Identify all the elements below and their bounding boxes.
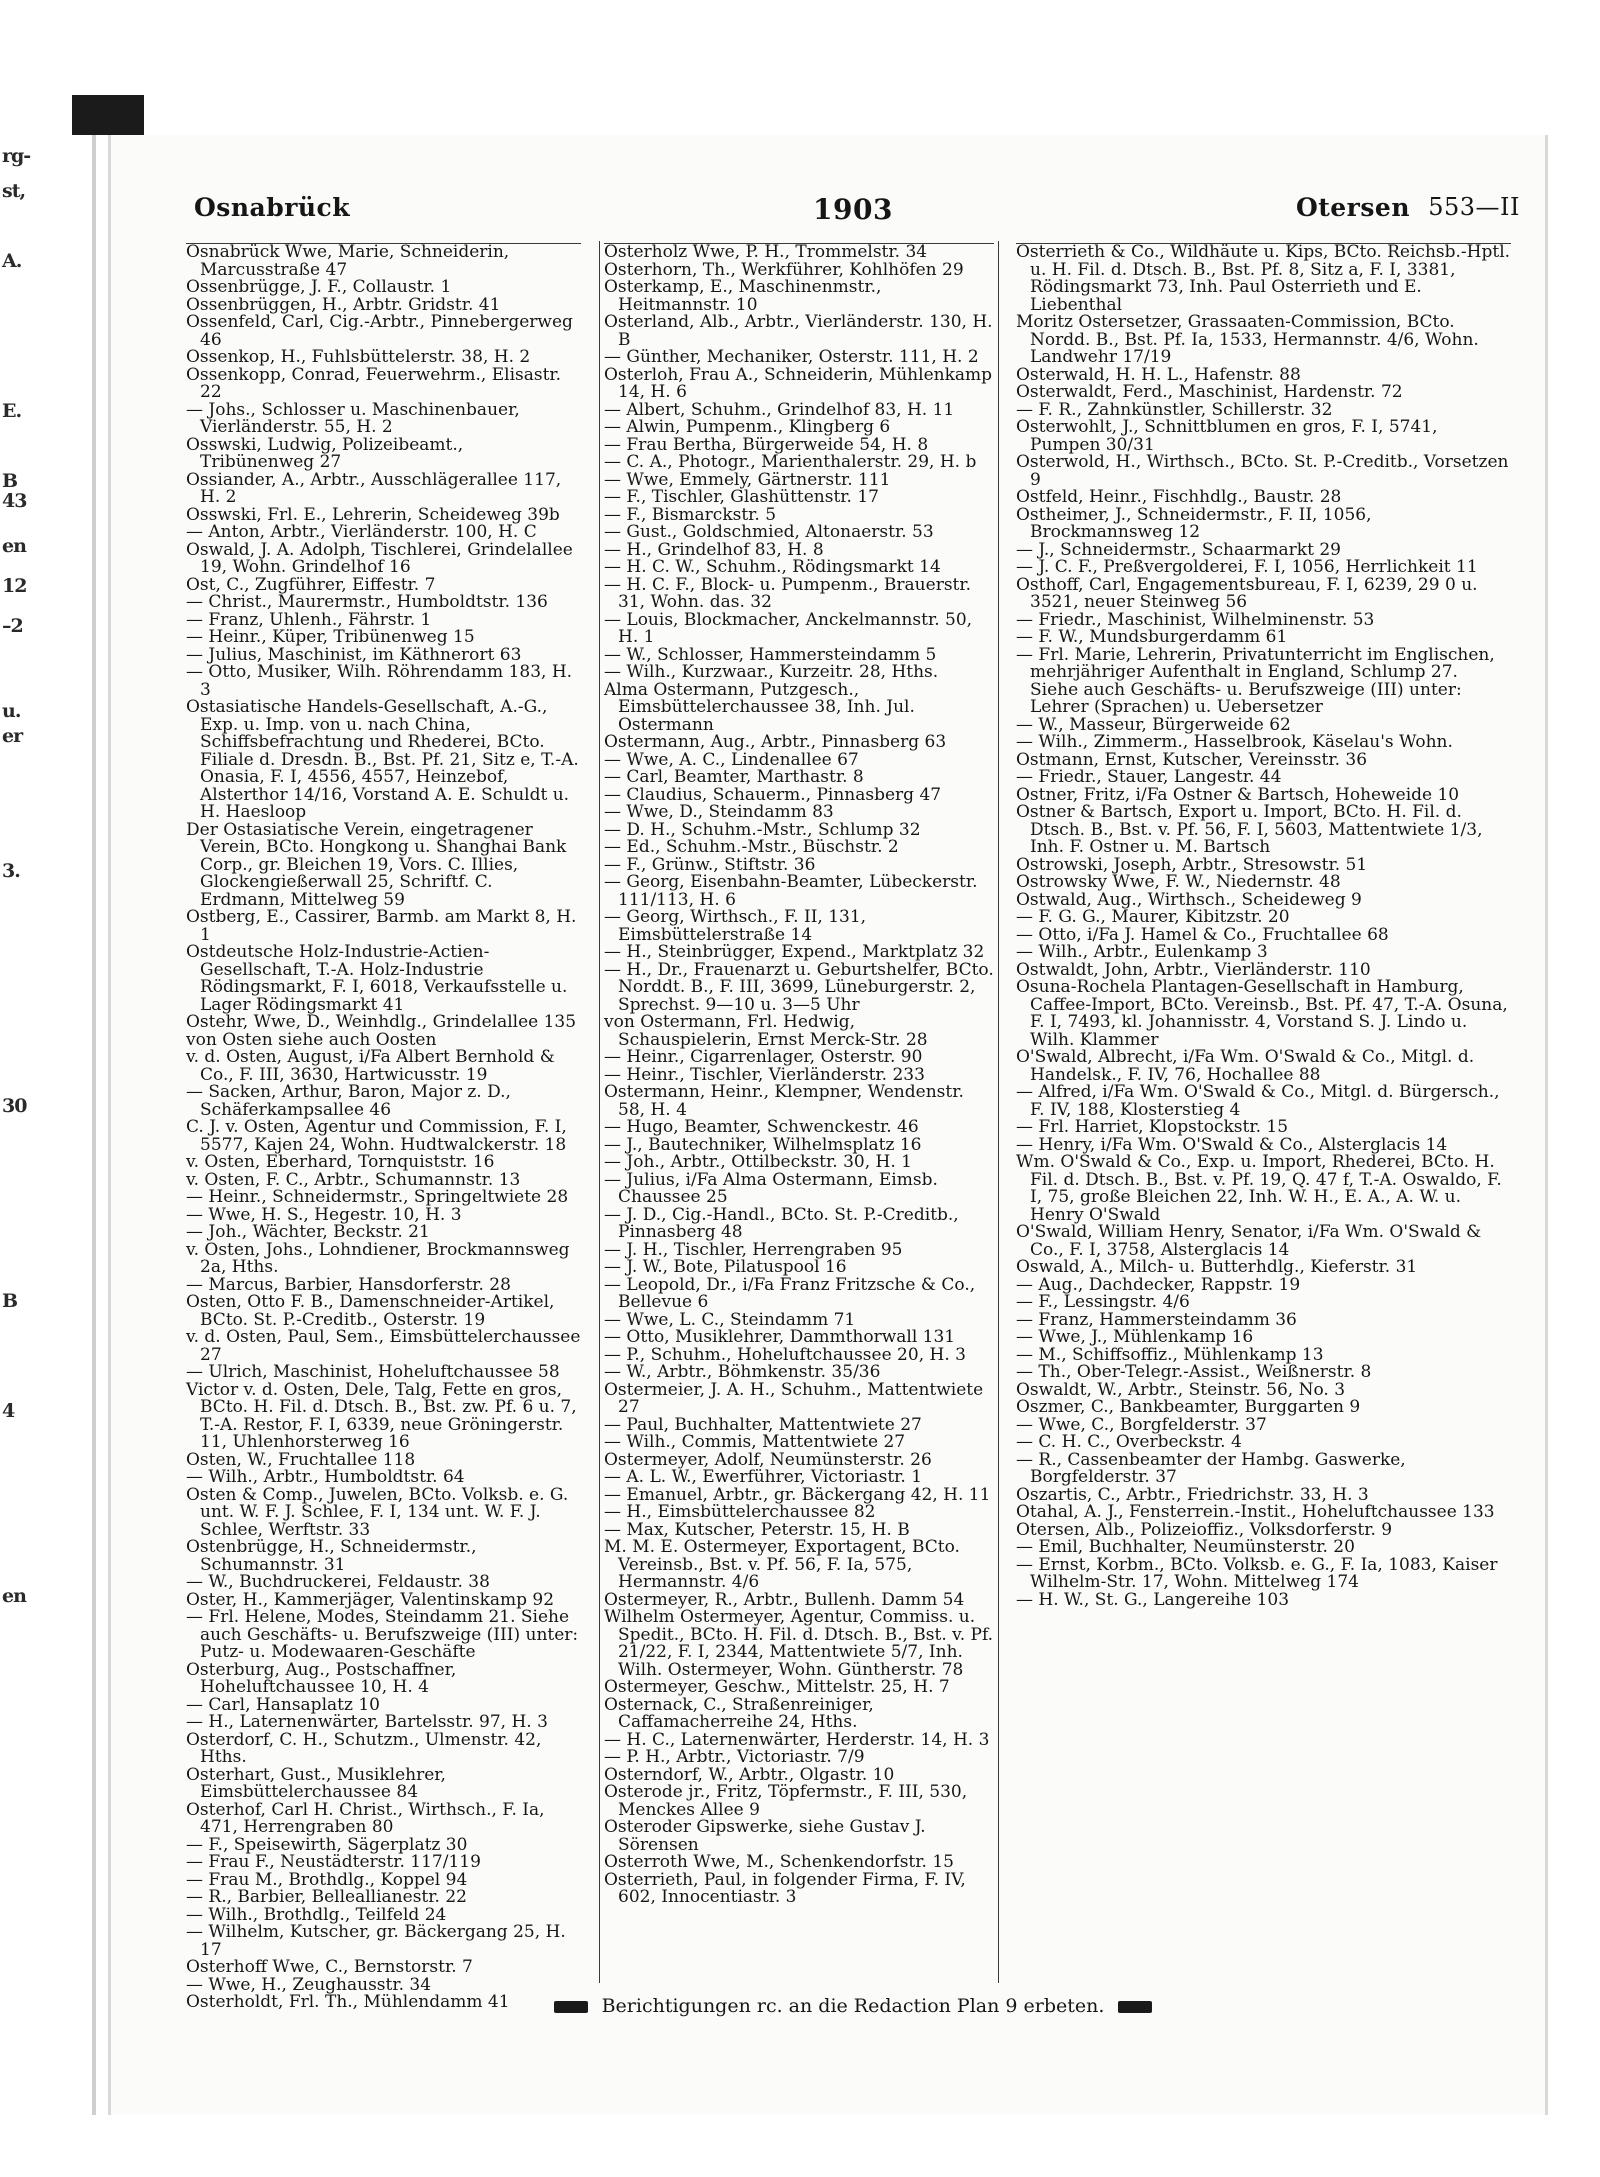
directory-entry: — Frl. Marie, Lehrerin, Privatunterricht im Englischen, mehrjähriger Aufenthalt in England, Schlump 27. Siehe auch Geschäfts- u. Berufszweige (III) unter: Lehrer (Sprachen) u. Uebersetzer [1016, 644, 1495, 717]
directory-entry: Osnabrück Wwe, Marie, Schneiderin, Marcusstraße 47 [186, 242, 510, 280]
directory-entry: — J. C. F., Preßvergolderei, F. I, 1056, Herrlichkeit 11 [1016, 557, 1478, 577]
directory-entry: — F., Speisewirth, Sägerplatz 30 [186, 1834, 468, 1855]
directory-entry: Osterholz Wwe, P. H., Trommelstr. 34 [604, 242, 928, 262]
directory-entry: Osterhoff Wwe, C., Bernstorstr. 7 [186, 1957, 473, 1977]
directory-entry: Osterwald, H. H. L., Hafenstr. 88 [1016, 364, 1301, 385]
cutoff-text-fragment: st, [2, 180, 26, 202]
cutoff-text-fragment: A. [2, 250, 22, 272]
directory-entry: — H., Eimsbüttelerchaussee 82 [604, 1502, 876, 1522]
directory-entry: — Julius, i/Fa Alma Ostermann, Eimsb. Chaussee 25 [604, 1169, 938, 1207]
directory-entry: — Heinr., Schneidermstr., Springeltwiete 28 [186, 1187, 569, 1207]
directory-entry: Ostner & Bartsch, Export u. Import, BCto. H. Fil. d. Dtsch. B., Bst. v. Pf. 56, F. I, 5603, Mattentwiete 1/3, Inh. F. Ostner u. M. Bartsch [1016, 802, 1483, 857]
directory-entry: — Friedr., Maschinist, Wilhelminenstr. 53 [1016, 609, 1375, 630]
directory-entry: — Wwe, D., Steindamm 83 [604, 802, 834, 822]
directory-entry: Osterhart, Gust., Musiklehrer, Eimsbüttelerchaussee 84 [186, 1764, 446, 1802]
directory-entry: — Heinr., Cigarrenlager, Osterstr. 90 [604, 1047, 923, 1067]
directory-entry: Ostwaldt, John, Arbtr., Vierländerstr. 110 [1016, 959, 1371, 980]
directory-entry: — Henry, i/Fa Wm. O'Swald & Co., Alsterglacis 14 [1016, 1134, 1448, 1155]
cutoff-text-fragment: B [2, 470, 18, 492]
directory-entry: Ossenfeld, Carl, Cig.-Arbtr., Pinnebergerweg 46 [186, 312, 573, 350]
directory-entry: — Aug., Dachdecker, Rappstr. 19 [1016, 1274, 1301, 1295]
directory-entry: — Heinr., Tischler, Vierländerstr. 233 [604, 1064, 925, 1085]
directory-entry: — Albert, Schuhm., Grindelhof 83, H. 11 [604, 399, 955, 420]
directory-entry: Osterhorn, Th., Werkführer, Kohlhöfen 29 [604, 259, 964, 280]
directory-entry: Osteroder Gipswerke, siehe Gustav J. Sörensen [604, 1817, 926, 1855]
directory-entry: Ostner, Fritz, i/Fa Ostner & Bartsch, Hoheweide 10 [1016, 784, 1460, 805]
directory-entry: — P. H., Arbtr., Victoriastr. 7/9 [604, 1747, 865, 1767]
directory-entry: — Wilh., Kurzwaar., Kurzeitr. 28, Hths. [604, 662, 939, 682]
page-number: 553—II [1428, 193, 1520, 221]
directory-entry: — Wilh., Arbtr., Eulenkamp 3 [1016, 942, 1268, 962]
directory-entry: — Wwe, Emmely, Gärtnerstr. 111 [604, 469, 891, 490]
directory-entry: v. d. Osten, Paul, Sem., Eimsbüttelerchaussee 27 [186, 1327, 581, 1365]
directory-entry: — Frau M., Brothdlg., Koppel 94 [186, 1869, 468, 1890]
directory-entry: — H., Steinbrügger, Expend., Marktplatz 32 [604, 942, 985, 962]
directory-entry: Oswaldt, W., Arbtr., Steinstr. 56, No. 3 [1016, 1379, 1346, 1400]
directory-entry: — Frl. Helene, Modes, Steindamm 21. Siehe auch Geschäfts- u. Berufszweige (III) unter: Putz- u. Modewaaren-Geschäfte [186, 1607, 579, 1662]
directory-entry: — Wwe, H., Zeughausstr. 34 [186, 1974, 432, 1995]
directory-entry: — Otto, Musiklehrer, Dammthorwall 131 [604, 1327, 956, 1347]
page-gutter [92, 135, 96, 2115]
directory-entry: Ostermeyer, Geschw., Mittelstr. 25, H. 7 [604, 1677, 950, 1697]
directory-entry: — Joh., Arbtr., Ottilbeckstr. 30, H. 1 [604, 1152, 912, 1172]
directory-entry: — Wilh., Zimmerm., Hasselbrook, Käselau's Wohn. [1016, 732, 1453, 752]
directory-entry: Otersen, Alb., Polizeioffiz., Volksdorferstr. 9 [1016, 1519, 1393, 1540]
directory-entry: — Ed., Schuhm.-Mstr., Büschstr. 2 [604, 837, 899, 857]
directory-entry: — J. D., Cig.-Handl., BCto. St. P.-Creditb., Pinnasberg 48 [604, 1204, 959, 1242]
directory-entry: — J. H., Tischler, Herrengraben 95 [604, 1239, 903, 1260]
directory-entry: — F. G. G., Maurer, Kibitzstr. 20 [1016, 907, 1290, 927]
directory-entry: — Ernst, Korbm., BCto. Volksb. e. G., F. Ia, 1083, Kaiser Wilhelm-Str. 17, Wohn. Mittelweg 174 [1016, 1554, 1498, 1592]
directory-entry: Alma Ostermann, Putzgesch., Eimsbüttelerchaussee 38, Inh. Jul. Ostermann [604, 679, 915, 735]
directory-entry: Ostwald, Aug., Wirthsch., Scheideweg 9 [1016, 889, 1362, 910]
directory-entry: — Georg, Eisenbahn-Beamter, Lübeckerstr. 111/113, H. 6 [604, 872, 978, 910]
directory-entry: — H. C., Laternenwärter, Herderstr. 14, H. 3 [604, 1729, 990, 1750]
directory-entry: — Günther, Mechaniker, Osterstr. 111, H. 2 [604, 347, 979, 367]
directory-entry: Otahal, A. J., Fensterrein.-Instit., Hoheluftchaussee 133 [1016, 1502, 1495, 1522]
directory-entry: — Wwe, A. C., Lindenallee 67 [604, 749, 859, 770]
directory-entry: von Osten siehe auch Oosten [186, 1029, 437, 1050]
directory-entry: — Sacken, Arthur, Baron, Major z. D., Schäferkampsallee 46 [186, 1082, 511, 1120]
directory-entry: — Frl. Harriet, Klopstockstr. 15 [1016, 1117, 1289, 1137]
directory-entry: — H. C. W., Schuhm., Rödingsmarkt 14 [604, 557, 941, 577]
cutoff-text-fragment: rg- [2, 145, 31, 167]
directory-entry: Ostenbrügge, H., Schneidermstr., Schumannstr. 31 [186, 1537, 477, 1575]
directory-entry: Oszmer, C., Bankbeamter, Burggarten 9 [1016, 1397, 1361, 1417]
directory-entry: — Claudius, Schauerm., Pinnasberg 47 [604, 784, 942, 805]
directory-entry: Osterland, Alb., Arbtr., Vierländerstr. 130, H. B [604, 312, 993, 350]
directory-entry: — Th., Ober-Telegr.-Assist., Weißnerstr. 8 [1016, 1362, 1372, 1382]
directory-entry: Ostermann, Aug., Arbtr., Pinnasberg 63 [604, 732, 947, 752]
directory-entry: — Hugo, Beamter, Schwenckestr. 46 [604, 1117, 919, 1137]
directory-entry: — Gust., Goldschmied, Altonaerstr. 53 [604, 522, 934, 542]
directory-entry: O'Swald, Albrecht, i/Fa Wm. O'Swald & Co., Mitgl. d. Handelsk., F. IV, 76, Hochallee 88 [1016, 1047, 1475, 1085]
directory-entry: — Friedr., Stauer, Langestr. 44 [1016, 767, 1282, 787]
directory-entry: Wm. O'Swald & Co., Exp. u. Import, Rhederei, BCto. H. Fil. d. Dtsch. B., Bst. v. Pf. 19, Q. 47 f, T.-A. Oswaldo, F. I, 75, große Bleichen 22, Inh. W. H., E. A., A. W. u. Henry O'Swald [1016, 1152, 1502, 1225]
directory-entry: — Johs., Schlosser u. Maschinenbauer, Vierländerstr. 55, H. 2 [186, 399, 520, 437]
directory-entry: — Wilh., Commis, Mattentwiete 27 [604, 1432, 906, 1452]
directory-entry: — Otto, Musiker, Wilh. Röhrendamm 183, H. 3 [186, 662, 573, 700]
directory-entry: C. J. v. Osten, Agentur und Commission, F. I, 5577, Kajen 24, Wohn. Hudtwalckerstr. 18 [186, 1117, 567, 1155]
directory-entry: — Frau F., Neustädterstr. 117/119 [186, 1852, 481, 1872]
directory-entry: — Paul, Buchhalter, Mattentwiete 27 [604, 1414, 922, 1435]
cutoff-text-fragment: en [2, 535, 26, 557]
directory-entry: — Julius, Maschinist, im Käthnerort 63 [186, 644, 522, 665]
directory-entry: O'Swald, William Henry, Senator, i/Fa Wm. O'Swald & Co., F. I, 3758, Alsterglacis 14 [1016, 1222, 1482, 1260]
directory-entry: — H. C. F., Block- u. Pumpenm., Brauerstr. 31, Wohn. das. 32 [604, 574, 972, 612]
header-last-entry: Otersen [1295, 193, 1410, 222]
directory-entry: Osterroth Wwe, M., Schenkendorfstr. 15 [604, 1852, 954, 1872]
directory-entry: — Heinr., Küper, Tribünenweg 15 [186, 627, 475, 647]
directory-entry: Ossenbrüggen, H., Arbtr. Gridstr. 41 [186, 294, 501, 315]
directory-entry: Ostfeld, Heinr., Fischhdlg., Baustr. 28 [1016, 487, 1342, 507]
directory-entry: M. M. E. Ostermeyer, Exportagent, BCto. Vereinsb., Bst. v. Pf. 56, F. Ia, 575, Hermannstr. 4/6 [604, 1537, 960, 1592]
directory-entry: — Carl, Beamter, Marthastr. 8 [604, 767, 864, 787]
directory-entry: Oszartis, C., Arbtr., Friedrichstr. 33, H. 3 [1016, 1484, 1369, 1505]
directory-entry: — Emanuel, Arbtr., gr. Bäckergang 42, H. 11 [604, 1484, 991, 1505]
directory-entry: — Leopold, Dr., i/Fa Franz Fritzsche & Co., Bellevue 6 [604, 1274, 976, 1312]
directory-entry: Ostermeyer, R., Arbtr., Bullenh. Damm 54 [604, 1589, 965, 1610]
directory-entry: — Alwin, Pumpenm., Klingberg 6 [604, 417, 891, 437]
directory-entry: — P., Schuhm., Hoheluftchaussee 20, H. 3 [604, 1344, 966, 1365]
directory-entry: — H., Grindelhof 83, H. 8 [604, 539, 824, 560]
cutoff-text-fragment: –2 [2, 615, 23, 637]
directory-entry: Ossenkop, H., Fuhlsbüttelerstr. 38, H. 2 [186, 347, 531, 367]
directory-entry: — Wilh., Arbtr., Humboldtstr. 64 [186, 1467, 465, 1487]
directory-entry: Ostermann, Heinr., Klempner, Wendenstr. 58, H. 4 [604, 1082, 964, 1120]
directory-entry: Ossenkopp, Conrad, Feuerwehrm., Elisastr. 22 [186, 364, 562, 402]
directory-entry: — Wwe, J., Mühlenkamp 16 [1016, 1327, 1254, 1347]
directory-entry: Osterloh, Frau A., Schneiderin, Mühlenkamp 14, H. 6 [604, 364, 993, 402]
directory-entry: — Anton, Arbtr., Vierländerstr. 100, H. C [186, 522, 537, 542]
header-first-entry: Osnabrück [194, 193, 351, 222]
column-1 [186, 241, 581, 2012]
directory-entry: — Christ., Maurermstr., Humboldtstr. 136 [186, 592, 548, 612]
directory-entry: — F. W., Mundsburgerdamm 61 [1016, 627, 1288, 647]
directory-entry: — Otto, i/Fa J. Hamel & Co., Fruchtallee 68 [1016, 924, 1389, 945]
directory-entry: — W., Arbtr., Böhmkenstr. 35/36 [604, 1362, 881, 1382]
directory-entry: — Wwe, L. C., Steindamm 71 [604, 1309, 856, 1330]
directory-entry: — J., Schneidermstr., Schaarmarkt 29 [1016, 539, 1341, 560]
directory-entry: Oswald, A., Milch- u. Butterhdlg., Kieferstr. 31 [1016, 1257, 1418, 1277]
directory-entry: Victor v. d. Osten, Dele, Talg, Fette en gros, BCto. H. Fil. d. Dtsch. B., Bst. zw. Pf. 6 u. 7, T.-A. Restor, F. I, 6339, neue Gröningerstr. 11, Uhlenhorsterweg 16 [186, 1379, 577, 1452]
header-year: 1903 [813, 193, 893, 226]
directory-entry: Oswald, J. A. Adolph, Tischlerei, Grindelallee 19, Wohn. Grindelhof 16 [186, 539, 573, 577]
directory-entry: v. d. Osten, August, i/Fa Albert Bernhold & Co., F. III, 3630, Hartwicusstr. 19 [186, 1047, 555, 1085]
previous-page-margin [0, 135, 96, 2115]
column-2 [599, 241, 999, 1983]
directory-entry: — R., Cassenbeamter der Hambg. Gaswerke, Borgfelderstr. 37 [1016, 1449, 1406, 1487]
cutoff-text-fragment: 30 [2, 1095, 27, 1117]
cutoff-text-fragment: 4 [2, 1400, 15, 1422]
directory-entry: Osswski, Ludwig, Polizeibeamt., Tribünenweg 27 [186, 434, 464, 472]
directory-entry: Osterkamp, E., Maschinenmstr., Heitmannstr. 10 [604, 277, 882, 315]
directory-entry: — W., Masseur, Bürgerweide 62 [1016, 714, 1291, 735]
page-header [186, 193, 1520, 233]
footer-note: Berichtigungen rc. an die Redaction Plan 9 erbeten. [601, 1995, 1105, 2017]
cutoff-text-fragment: er [2, 725, 23, 747]
directory-entry: — Carl, Hansaplatz 10 [186, 1694, 380, 1715]
directory-entry: Wilhelm Ostermeyer, Agentur, Commiss. u. Spedit., BCto. H. Fil. d. Dtsch. B., Bst. v. Pf. 21/22, F. I, 2344, Mattentwiete 5/7, Inh. Wilh. Ostermeyer, Wohn. Güntherstr. 78 [604, 1607, 994, 1680]
directory-entry: Ostehr, Wwe, D., Weinhdlg., Grindelallee 135 [186, 1012, 577, 1032]
directory-entry: Ostasiatische Handels-Gesellschaft, A.-G., Exp. u. Imp. von u. nach China, Schiffsbefrachtung und Rhederei, BCto. Filiale d. Dresdn. B., Bst. Pf. 21, Sitz e, T.-A. Onasia, F. I, 4556, 4557, Heinzebof, Alsterthor 14/16, Vorstand A. E. Schuldt u. H. Haesloop [186, 697, 579, 822]
directory-entry: Moritz Ostersetzer, Grassaaten-Commission, BCto. Nordd. B., Bst. Pf. Ia, 1533, Hermannstr. 4/6, Wohn. Landwehr 17/19 [1016, 312, 1479, 367]
directory-entry: — F., Lessingstr. 4/6 [1016, 1292, 1190, 1312]
directory-entry: — H. W., St. G., Langereihe 103 [1016, 1589, 1290, 1610]
directory-entry: — R., Barbier, Belleallianestr. 22 [186, 1887, 467, 1907]
column-3 [1016, 241, 1511, 1983]
directory-entry: Ostheimer, J., Schneidermstr., F. II, 1056, Brockmannsweg 12 [1016, 504, 1372, 542]
directory-entry: — J. W., Bote, Pilatuspool 16 [604, 1257, 847, 1277]
pointing-hand-icon [1118, 2001, 1152, 2013]
directory-entry: — A. L. W., Ewerführer, Victoriastr. 1 [604, 1467, 923, 1487]
directory-entry: — Georg, Wirthsch., F. II, 131, Eimsbüttelerstraße 14 [604, 907, 867, 945]
directory-entry: Ostmann, Ernst, Kutscher, Vereinsstr. 36 [1016, 749, 1368, 770]
directory-entry: Osterburg, Aug., Postschaffner, Hoheluftchaussee 10, H. 4 [186, 1659, 457, 1697]
directory-entry: — Marcus, Barbier, Hansdorferstr. 28 [186, 1274, 511, 1295]
cutoff-text-fragment: en [2, 1585, 26, 1607]
directory-entry: Osterndorf, W., Arbtr., Olgastr. 10 [604, 1764, 895, 1785]
directory-entry: — Frau Bertha, Bürgerweide 54, H. 8 [604, 434, 929, 455]
directory-entry: Osterode jr., Fritz, Töpfermstr., F. III, 530, Menckes Allee 9 [604, 1782, 968, 1820]
directory-entry: — J., Bautechniker, Wilhelmsplatz 16 [604, 1134, 922, 1155]
directory-entry: — Max, Kutscher, Peterstr. 15, H. B [604, 1519, 910, 1540]
directory-entry: — W., Schlosser, Hammersteindamm 5 [604, 644, 937, 665]
cutoff-text-fragment: B [2, 1290, 18, 1312]
directory-entry: — H., Laternenwärter, Bartelsstr. 97, H. 3 [186, 1712, 548, 1732]
cutoff-text-fragment: 12 [2, 575, 27, 597]
directory-entry: Oster, H., Kammerjäger, Valentinskamp 92 [186, 1589, 555, 1610]
directory-entry: v. Osten, F. C., Arbtr., Schumannstr. 13 [186, 1169, 521, 1190]
directory-entry: — D. H., Schuhm.-Mstr., Schlump 32 [604, 819, 921, 840]
directory-entry: Osternack, C., Straßenreiniger, Caffamacherreihe 24, Hths. [604, 1694, 874, 1732]
directory-entry: Ostdeutsche Holz-Industrie-Actien-Gesellschaft, T.-A. Holz-Industrie Rödingsmarkt, F. I, 6018, Verkaufsstelle u. Lager Rödingsmarkt 41 [186, 942, 568, 1015]
directory-entry: Osthoff, Carl, Engagementsbureau, F. I, 6239, 29 0 u. 3521, neuer Steinweg 56 [1016, 574, 1478, 612]
directory-entry: — Alfred, i/Fa Wm. O'Swald & Co., Mitgl. d. Bürgersch., F. IV, 188, Klosterstieg 4 [1016, 1082, 1500, 1120]
directory-entry: — F., Bismarckstr. 5 [604, 504, 777, 525]
directory-entry: — C. H. C., Overbeckstr. 4 [1016, 1432, 1242, 1452]
directory-entry: Osten, W., Fruchtallee 118 [186, 1449, 416, 1470]
directory-entry: — C. A., Photogr., Marienthalerstr. 29, H. b [604, 452, 977, 472]
directory-entry: Osterwold, H., Wirthsch., BCto. St. P.-Creditb., Vorsetzen 9 [1016, 452, 1509, 490]
directory-entry: — Wwe, C., Borgfelderstr. 37 [1016, 1414, 1267, 1435]
directory-entry: — Wwe, H. S., Hegestr. 10, H. 3 [186, 1204, 462, 1225]
directory-entry: Osterdorf, C. H., Schutzm., Ulmenstr. 42, Hths. [186, 1729, 542, 1767]
directory-entry: Osten & Comp., Juwelen, BCto. Volksb. e. G. unt. W. F. J. Schlee, F. I, 134 unt. W. F. J. Schlee, Werftstr. 33 [186, 1484, 569, 1540]
directory-entry: Ost, C., Zugführer, Eiffestr. 7 [186, 574, 436, 595]
cutoff-text-fragment: u. [2, 700, 21, 722]
directory-entry: Ostrowsky Wwe, F. W., Niedernstr. 48 [1016, 872, 1341, 892]
directory-page [108, 135, 1548, 2115]
directory-entry: — Wilh., Brothdlg., Teilfeld 24 [186, 1904, 447, 1925]
page-footer [186, 1992, 1520, 2017]
pointing-hand-icon [554, 2001, 588, 2013]
directory-entry: Osterrieth, Paul, in folgender Firma, F. IV, 602, Innocentiastr. 3 [604, 1869, 966, 1907]
directory-entry: Osterrieth & Co., Wildhäute u. Kips, BCto. Reichsb.-Hptl. u. H. Fil. d. Dtsch. B., Bst. Pf. 8, Sitz a, F. I, 3381, Rödingsmarkt 73, Inh. Paul Osterrieth und E. Liebenthal [1016, 242, 1511, 315]
scan-edge-bar [72, 95, 144, 135]
directory-entry: — Louis, Blockmacher, Anckelmannstr. 50, H. 1 [604, 609, 973, 647]
directory-entry: — F., Tischler, Glashüttenstr. 17 [604, 487, 879, 507]
directory-entry: — M., Schiffsoffiz., Mühlenkamp 13 [1016, 1344, 1324, 1365]
directory-entry: — Emil, Buchhalter, Neumünsterstr. 20 [1016, 1537, 1355, 1557]
cutoff-text-fragment: E. [2, 400, 22, 422]
directory-entry: v. Osten, Eberhard, Tornquiststr. 16 [186, 1152, 495, 1172]
cutoff-text-fragment: 3. [2, 860, 20, 882]
directory-entry: Ossenbrügge, J. F., Collaustr. 1 [186, 277, 452, 297]
directory-entry: Der Ostasiatische Verein, eingetragener Verein, BCto. Hongkong u. Shanghai Bank Corp., gr. Bleichen 19, Vors. C. Illies, Glockengießerwall 25, Schriftf. C. Erdmann, Mittelweg 59 [186, 819, 567, 910]
directory-entry: Osten, Otto F. B., Damenschneider-Artikel, BCto. St. P.-Creditb., Osterstr. 19 [186, 1292, 555, 1330]
directory-entry: von Ostermann, Frl. Hedwig, Schauspielerin, Ernst Merck-Str. 28 [604, 1012, 928, 1050]
directory-entry: — Franz, Uhlenh., Fährstr. 1 [186, 609, 432, 630]
directory-entry: Ossiander, A., Arbtr., Ausschlägerallee 117, H. 2 [186, 469, 562, 507]
directory-entry: Osuna-Rochela Plantagen-Gesellschaft in Hamburg, Caffee-Import, BCto. Vereinsb., Bst. Pf. 47, T.-A. Osuna, F. I, 7493, kl. Johannisstr. 4, Vorstand S. J. Lindo u. Wilh. Klammer [1016, 977, 1508, 1050]
directory-entry: — F. R., Zahnkünstler, Schillerstr. 32 [1016, 399, 1333, 420]
directory-entry: — Ulrich, Maschinist, Hoheluftchaussee 58 [186, 1362, 560, 1382]
directory-entry: Osswski, Frl. E., Lehrerin, Scheideweg 39b [186, 504, 560, 525]
directory-entry: — Wilhelm, Kutscher, gr. Bäckergang 25, H. 17 [186, 1922, 566, 1960]
directory-entry: Ostermeyer, Adolf, Neumünsterstr. 26 [604, 1449, 932, 1470]
directory-entry: Osterwohlt, J., Schnittblumen en gros, F. I, 5741, Pumpen 30/31 [1016, 417, 1438, 455]
directory-entry: v. Osten, Johs., Lohndiener, Brockmannsweg 2a, Hths. [186, 1239, 570, 1277]
directory-entry: Osterwaldt, Ferd., Maschinist, Hardenstr. 72 [1016, 382, 1403, 402]
directory-entry: — F., Grünw., Stiftstr. 36 [604, 854, 816, 875]
directory-entry: — Franz, Hammersteindamm 36 [1016, 1309, 1297, 1330]
directory-entry: Osterhof, Carl H. Christ., Wirthsch., F. Ia, 471, Herrengraben 80 [186, 1799, 545, 1837]
cutoff-text-fragment: 43 [2, 490, 27, 512]
directory-entry: — W., Buchdruckerei, Feldaustr. 38 [186, 1572, 490, 1592]
directory-entry: Ostrowski, Joseph, Arbtr., Stresowstr. 51 [1016, 854, 1368, 875]
directory-entry: — Joh., Wächter, Beckstr. 21 [186, 1222, 430, 1242]
directory-entry: — H., Dr., Frauenarzt u. Geburtshelfer, BCto. Norddt. B., F. III, 3699, Lüneburgerstr. 2, Sprechst. 9—10 u. 3—5 Uhr [604, 959, 994, 1015]
directory-entry: Ostberg, E., Cassirer, Barmb. am Markt 8, H. 1 [186, 907, 577, 945]
directory-entry: Ostermeier, J. A. H., Schuhm., Mattentwiete 27 [604, 1379, 984, 1417]
directory-entry: Osterholdt, Frl. Th., Mühlendamm 41 [186, 1992, 510, 2012]
